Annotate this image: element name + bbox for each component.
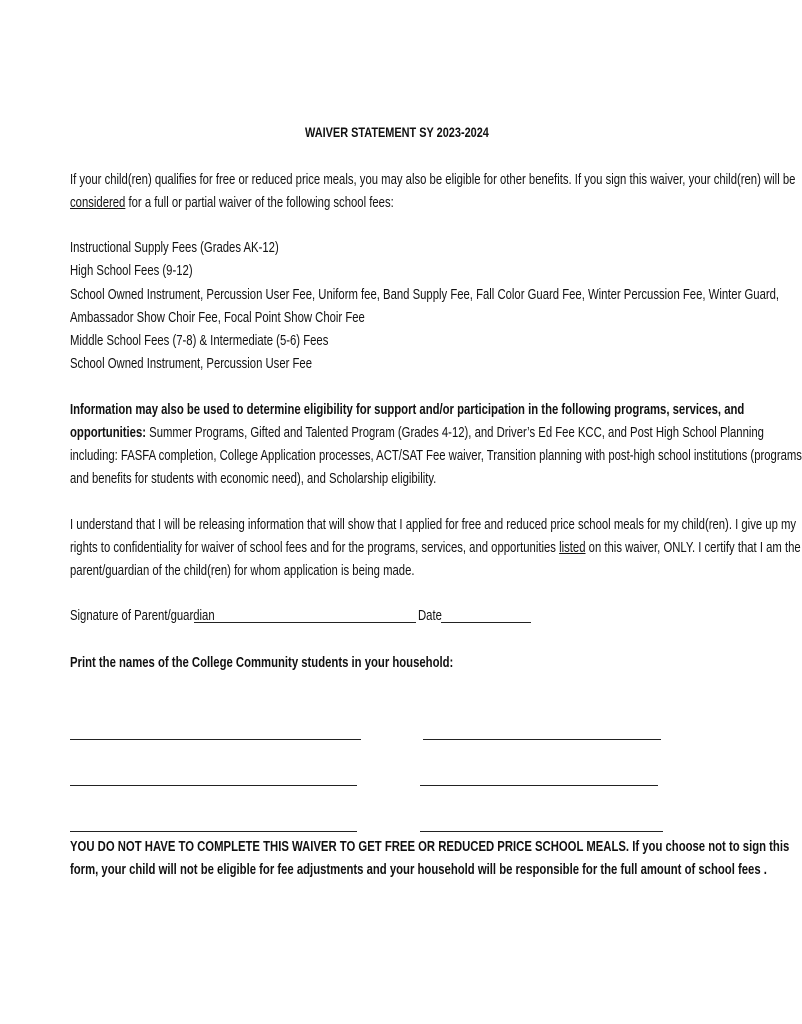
understand-line-2-pre: rights to confidentiality for waiver of school fees and for the programs, services, and opportunities: [70, 540, 560, 556]
intro-line-2: [70, 194, 394, 212]
signature-label: Signature of Parent/guardian: [70, 608, 215, 624]
intro-line-1: If your child(ren) qualifies for free or reduced price meals, you may also be eligible for other benefits. If you sign this waiver, your child(ren) will be: [70, 172, 796, 188]
student-name-field-5[interactable]: [70, 831, 357, 832]
info-line-2-rest: Summer Programs, Gifted and Talented Program (Grades 4-12), and Driver’s Ed Fee KCC, and Post High School Planning: [146, 425, 764, 441]
notice-line-2: form, your child will not be eligible for fee adjustments and your household will be responsible for the full amount of school fees .: [70, 862, 767, 878]
understand-line-2: [70, 539, 801, 557]
fee-item: School Owned Instrument, Percussion User Fee, Uniform fee, Band Supply Fee, Fall Color Guard Fee, Winter Percussion Fee, Winter Guard,: [70, 287, 780, 303]
date-field[interactable]: [441, 622, 531, 623]
student-name-field-6[interactable]: [420, 831, 663, 832]
student-name-field-4[interactable]: [420, 785, 658, 786]
signature-field[interactable]: [194, 622, 416, 623]
fee-item: Ambassador Show Choir Fee, Focal Point Show Choir Fee: [70, 310, 365, 326]
fee-item: Middle School Fees (7-8) & Intermediate (5-6) Fees: [70, 333, 329, 349]
info-line-4: and benefits for students with economic need), and Scholarship eligibility.: [70, 471, 437, 487]
info-line-2: [70, 424, 764, 442]
understand-line-2-post: on this waiver, ONLY. I certify that I am the: [585, 540, 801, 556]
understand-underlined-word: listed: [559, 540, 586, 556]
fee-item: Instructional Supply Fees (Grades AK-12): [70, 240, 279, 256]
document-title: WAIVER STATEMENT SY 2023-2024: [305, 124, 489, 140]
intro-line-2-rest: for a full or partial waiver of the following school fees:: [125, 195, 394, 211]
info-line-3: including: FASFA completion, College Application processes, ACT/SAT Fee waiver, Transition planning with post-high school institutions (programs: [70, 448, 802, 464]
understand-line-3: parent/guardian of the child(ren) for whom application is being made.: [70, 563, 415, 579]
date-label: Date: [418, 608, 442, 624]
info-opportunities-label: opportunities:: [70, 425, 147, 441]
info-line-1: Information may also be used to determine eligibility for support and/or participation in the following programs, services, and: [70, 402, 745, 418]
understand-line-1: I understand that I will be releasing information that will show that I applied for free and reduced price school meals for my child(ren). I give up my: [70, 517, 797, 533]
student-name-field-3[interactable]: [70, 785, 357, 786]
notice-line-1: YOU DO NOT HAVE TO COMPLETE THIS WAIVER TO GET FREE OR REDUCED PRICE SCHOOL MEALS. If you choose not to sign this: [70, 839, 790, 855]
fee-item: High School Fees (9-12): [70, 263, 193, 279]
print-names-heading: Print the names of the College Community students in your household:: [70, 655, 454, 671]
intro-underlined-word: considered: [70, 195, 126, 211]
student-name-field-1[interactable]: [70, 739, 361, 740]
fee-item: School Owned Instrument, Percussion User Fee: [70, 356, 313, 372]
student-name-field-2[interactable]: [423, 739, 661, 740]
